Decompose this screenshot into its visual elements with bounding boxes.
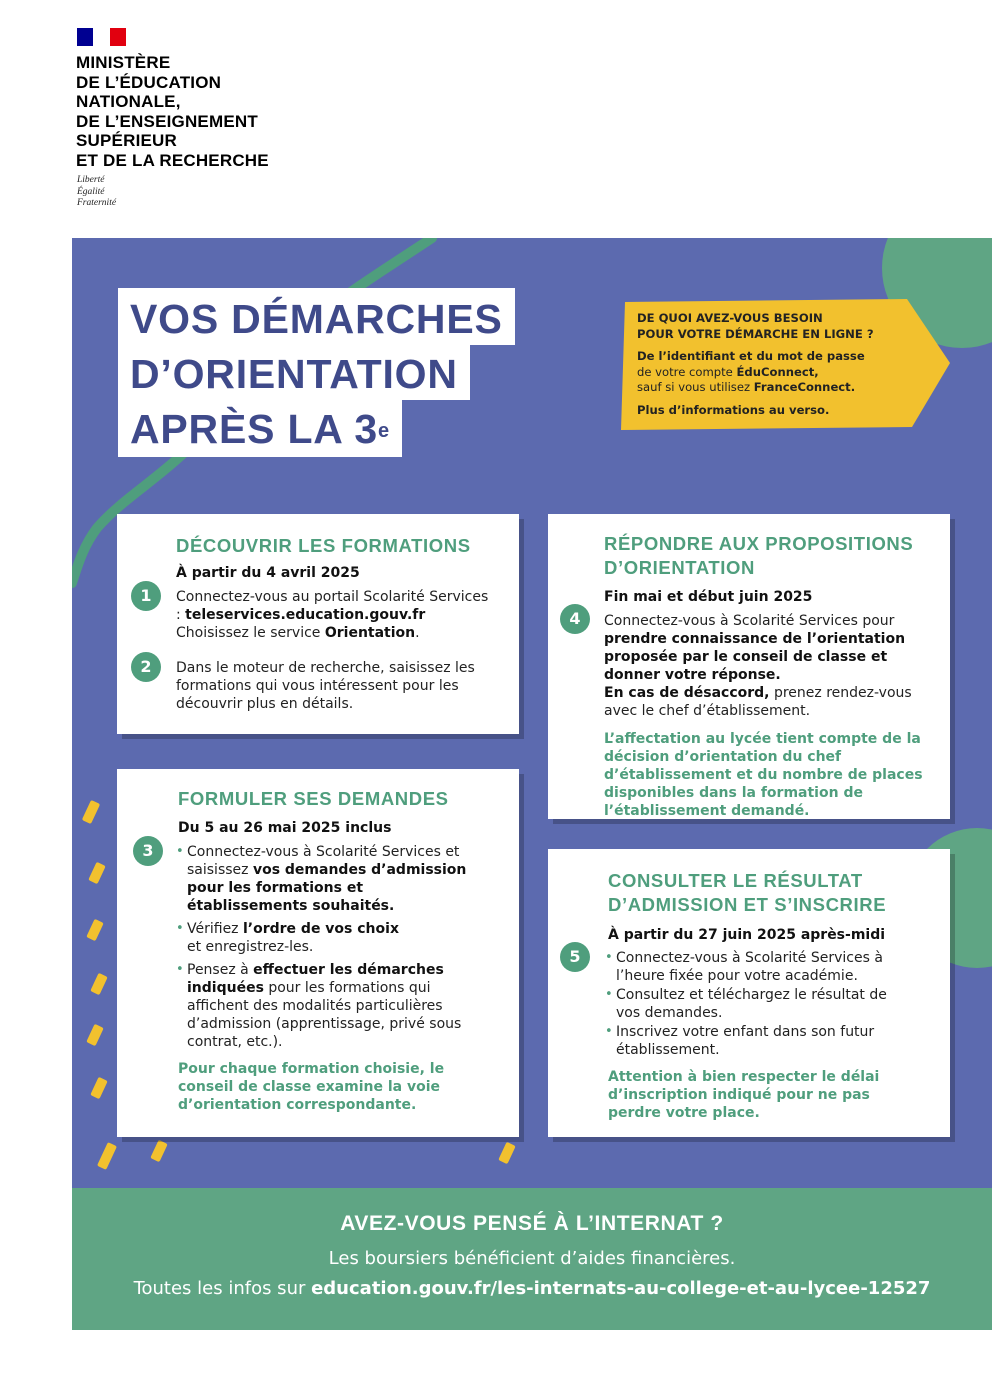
- requests-bullet-list: [176, 843, 476, 1056]
- ministry-name: [76, 53, 269, 171]
- card-respond-proposals: [548, 514, 950, 819]
- republic-motto: Liberté Égalité Fraternité: [77, 175, 117, 208]
- page-title: [118, 288, 515, 457]
- list-item: • Pensez à effectuer les démarches indiquées pour les formations qui affichent des modalités particulières d’admission (apprentissage, privé sous contrat, etc.).: [176, 961, 476, 1051]
- ministry-line: MINISTÈRE: [76, 53, 171, 72]
- step-number-badge: 3: [133, 836, 163, 866]
- step-2-text: Dans le moteur de recherche, saisissez les formations qui vous intéressent pour les découvrir plus en détails.: [176, 660, 475, 712]
- banner-link-line: Toutes les infos sur education.gouv.fr/les-internats-au-college-et-au-lycee-12527: [133, 1278, 931, 1299]
- republic-flag-logo: [77, 28, 126, 46]
- title-line-3: APRÈS LA 3: [130, 406, 378, 452]
- card-note: Attention à bien respecter le délai d’inscription indiqué pour ne pas perdre votre place.: [608, 1069, 880, 1121]
- ministry-line: DE L’ÉDUCATION: [76, 72, 222, 92]
- step-number-badge: 4: [560, 604, 590, 634]
- card-discover-formations: [117, 514, 519, 734]
- internat-link[interactable]: education.gouv.fr/les-internats-au-college-et-au-lycee-12527: [311, 1278, 931, 1299]
- card-date: Du 5 au 26 mai 2025 inclus: [178, 820, 392, 836]
- step-1-text: Connectez-vous au portail Scolarité Services : teleservices.education.gouv.fr Choisissez le service Orientation.: [176, 589, 489, 641]
- list-item: • Consultez et téléchargez le résultat de vos demandes.: [605, 986, 895, 1022]
- card-title: FORMULER SES DEMANDES: [178, 788, 449, 809]
- step-number-badge: 2: [131, 652, 161, 682]
- title-superscript: e: [377, 420, 390, 442]
- list-item: • Inscrivez votre enfant dans son futur établissement.: [605, 1023, 895, 1059]
- step-4-text: Connectez-vous à Scolarité Services pour prendre connaissance de l’orientation proposée par le conseil de classe et donner votre réponse. En cas de désaccord, prenez rendez-vous avec le chef d’établissement.: [604, 613, 912, 719]
- card-date: Fin mai et début juin 2025: [604, 589, 813, 605]
- boarding-school-banner: [72, 1188, 992, 1330]
- title-line-2: D’ORIENTATION: [130, 351, 458, 397]
- card-title: RÉPONDRE AUX PROPOSITIONS D’ORIENTATION: [604, 533, 914, 578]
- card-consult-result: [548, 849, 950, 1137]
- title-line-1: VOS DÉMARCHES: [130, 296, 503, 342]
- list-item: • Vérifiez l’ordre de vos choix et enregistrez-les.: [176, 920, 476, 956]
- ministry-line: SUPÉRIEUR: [76, 131, 177, 151]
- card-formulate-requests: [117, 769, 519, 1137]
- ministry-line: ET DE LA RECHERCHE: [76, 150, 269, 170]
- list-item: • Connectez-vous à Scolarité Services à l’heure fixée pour votre académie.: [605, 949, 895, 985]
- banner-title: AVEZ-VOUS PENSÉ À L’INTERNAT ?: [340, 1212, 724, 1235]
- ministry-line: NATIONALE,: [76, 92, 181, 112]
- ministry-line: DE L’ENSEIGNEMENT: [76, 111, 258, 131]
- step-number-badge: 1: [131, 581, 161, 611]
- step-number-badge: 5: [560, 942, 590, 972]
- card-note: Pour chaque formation choisie, le conseil de classe examine la voie d’orientation correspondante.: [178, 1061, 445, 1113]
- card-note: L’affectation au lycée tient compte de la décision d’orientation du chef d’établissement et du nombre de places disponibles dans la formation de l’établissement demandé.: [604, 731, 923, 819]
- result-bullet-list: [605, 949, 895, 1064]
- card-date: À partir du 27 juin 2025 après-midi: [608, 927, 886, 943]
- banner-line: Les boursiers bénéficient d’aides financières.: [328, 1248, 736, 1269]
- callout-text: DE QUOI AVEZ-VOUS BESOIN POUR VOTRE DÉMARCHE EN LIGNE ? De l’identifiant et du mot de passe de votre compte ÉduConnect, sauf si vous utilisez FranceConnect. Plus d’informations au verso.: [637, 311, 874, 417]
- card-title: DÉCOUVRIR LES FORMATIONS: [176, 535, 471, 556]
- card-title: CONSULTER LE RÉSULTAT D’ADMISSION ET S’INSCRIRE: [608, 870, 887, 915]
- card-date: À partir du 4 avril 2025: [176, 565, 360, 581]
- list-item: • Connectez-vous à Scolarité Services et saisissez vos demandes d’admission pour les formations et établissements souhaités.: [176, 843, 476, 915]
